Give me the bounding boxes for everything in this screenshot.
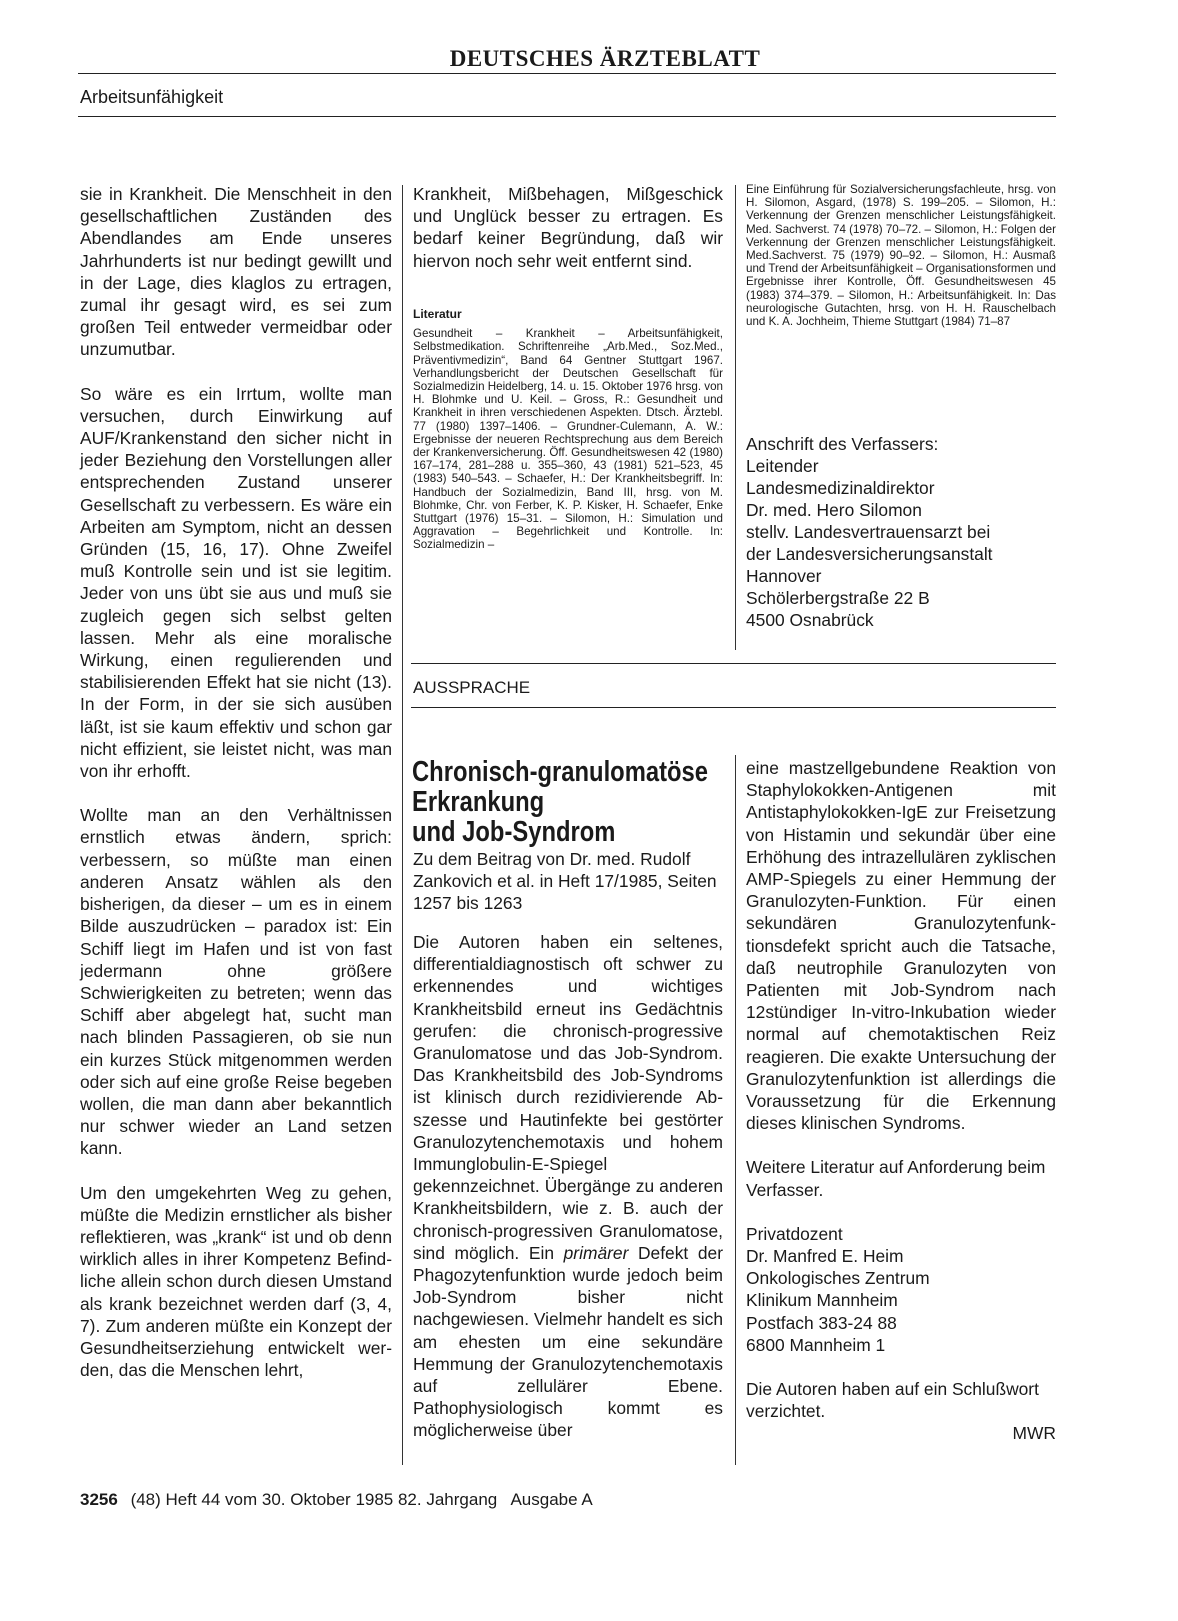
article-subtitle: Zu dem Beitrag von Dr. med. Rudolf Zankovich et al. in Heft 17/1985, Seiten 1257 bis 1263: [413, 849, 717, 913]
address-line: Landesmedizinaldirektor: [746, 478, 935, 498]
title-line: und Job-Syndrom: [412, 816, 616, 848]
paragraph: So wäre es ein Irrtum, wollte man versuchen, durch Einwirkung auf AUF/Krankenstand den sicher nicht in jeder Beziehung den Vorstellungen aller entsprechenden Zustand unserer Gesellschaft zu verbessern. Es wäre ein Arbeiten am Symptom, nicht an dessen Gründen (15, 16, 17). Ohne Zweifel muß Kontrolle sein und ist sie legitim. Jeder von uns übt sie aus und muß sie zugleich gegen sich selbst gelten lassen. Mehr als eine moralische Wirkung, einen regulierenden und stabilisierenden Effekt hat sie nicht (13). In der Form, in der sie sich ausüben läßt, ist sie kaum effektiv und schon gar nicht effizient, sie leistet nicht, was man von ihr erhofft.: [80, 383, 392, 782]
closing-text: Die Autoren haben auf ein Schlußwort verzichtet.: [746, 1379, 1039, 1422]
article-body-col3: [746, 757, 1056, 1444]
author-line: Klinikum Mannheim: [746, 1290, 898, 1311]
literature-continued: [746, 183, 1056, 328]
address-line: Schölerbergstraße 22 B: [746, 588, 930, 608]
literature-block: [413, 308, 723, 552]
body-text: Die Autoren haben ein seltenes, differentialdiagnostisch oft schwer zu erkennendes und wichtiges Krankheitsbild erneut ins Gedächtnis gerufen: die chronisch-progressive Granulomatose und das Job-Syndrom. Das Krankheitsbild des Job-Syndroms ist klinisch durch rezidivierende Abszesse und Hautinfekte bei gestörter Granulozytenchemotaxis und hohem Immunglobulin-E-Spiegel gekennzeichnet. Übergänge zu anderen Krankheitsbildern, wie z. B. auch der chronisch-progressiven Granulomatose, sind möglich. Ein: [413, 932, 723, 1263]
column-divider-left: [402, 185, 403, 1465]
article-body-col2: [413, 931, 723, 1464]
paragraph: [413, 931, 723, 1442]
author-address: [746, 433, 1056, 631]
section-label: Arbeitsunfähigkeit: [80, 87, 224, 107]
paragraph: eine mastzellgebundene Reaktion von Staphylokokken-Antigenen mit Antistaphylokokken-IgE zur Freisetzung von Histamin und sekundär über eine Erhöhung des intrazellulären zyklischen AMP-Spiegels zu einer Hemmung der Granulozyten-Funktion. Für einen sekundären Granulozytenfunktionsdefekt spricht auch die Tatsache, daß neutrophile Granulozyten von Patienten mit Job-Syndrom nach 12stündiger In-vitro-Inkubation wieder normal auf chemotaktischen Reiz reagieren. Die exakte Untersuchung der Granulozytenfunktion ist allerdings die Voraussetzung für die Erkennung dieses klinischen Syndroms.: [746, 758, 1056, 1134]
footer-info: (48) Heft 44 vom 30. Oktober 1985 82. Jahrgang Ausgabe A: [130, 1490, 593, 1509]
author-line: Privatdozent: [746, 1223, 843, 1244]
author-line: Postfach 383-24 88: [746, 1312, 897, 1333]
paragraph: sie in Krankheit. Die Menschheit in den gesellschaftlichen Zuständen des Abendlandes am Ende unseres Jahrhunderts ist nur bedingt gewillt und in der Lage, dies klaglos zu ertragen, zumal ihr gesagt wird, es sei zum großen Teil entweder vermeidbar oder unzumutbar.: [80, 184, 392, 360]
journal-masthead: DEUTSCHES ÄRZTEBLATT: [449, 46, 761, 71]
header-bottom-rule: [78, 116, 1056, 117]
paragraph: Krankheit, Mißbehagen, Mißgeschick und Unglück besser zu ertragen. Es bedarf keiner Begründung, daß wir hiervon noch sehr weit entfernt sind.: [413, 184, 723, 271]
column-2-top-text: [413, 183, 723, 294]
author-line: 6800 Mannheim 1: [746, 1334, 886, 1355]
address-line: Dr. med. Hero Silomon: [746, 500, 922, 520]
literature-heading: Literatur: [413, 307, 462, 321]
address-line: Hannover: [746, 566, 822, 586]
article-title: [412, 756, 708, 848]
page-number: 3256: [80, 1490, 118, 1509]
paragraph: Wollte man an den Verhältnissen ernstlich etwas ändern, sprich: verbessern, so müßte man einen anderen Ansatz wählen als den bisherigen, da dieser – um es in einem Bilde auszudrücken – paradox ist: Ein Schiff liegt im Hafen und ist von fast jedermann ohne größere Schwierigkeiten zu betreten; wenn das Schiff aber abgelegt hat, sucht man nach blinden Passagieren, ob sie nun ein kurzes Stück mitgenommen werden oder sich auf eine große Reise begeben wollen, die man dann aber bekanntlich nur schwer wieder an Land setzen kann.: [80, 805, 392, 1159]
header-top-rule: [78, 73, 1056, 74]
further-literature: Weitere Literatur auf Anforderung beim Verfasser.: [746, 1157, 1046, 1200]
paragraph: Um den umgekehrten Weg zu gehen, müßte die Medizin ernstlicher als bisher reflektieren, was „krank“ ist und ob denn wirklich alles in ihrer Kompetenz Befindliche allein schon durch diesen Umstand als krank bezeichnet werden darf (3, 4, 7). Zum anderen müßte ein Konzept der Gesundheitserziehung entwickelt werden, das die Menschen lehrt,: [80, 1182, 392, 1381]
address-line: stellv. Landesvertrauensarzt bei: [746, 522, 991, 542]
aussprache-label: AUSSPRACHE: [413, 678, 531, 697]
body-italic: primärer: [563, 1242, 629, 1263]
literature-text: Gesundheit – Krankheit – Arbeitsunfähigkeit, Selbstmedikation. Schriftenreihe „Arb.Med., Soz.Med., Präventivmedizin“, Band 64 Gentner Stuttgart 1967. Verhandlungsbericht der Deutschen Gesellschaft für Sozialmedizin Heidelberg, 14. u. 15. Oktober 1976 hrsg. von H. Blohmke und U. Keil. – Gross, R.: Gesundheit und Krankheit in ihren verschiedenen Aspekten. Dtsch. Ärztebl. 77 (1980) 1397–1406. – Grundner-Culemann, A. W.: Ergebnisse der neueren Rechtsprechung aus dem Bereich der Krankenversicherung. Öff. Gesundheitswesen 42 (1980) 167–174, 281–288 u. 355–360, 43 (1981) 521–523, 45 (1983) 540–543. – Schaefer, H.: Der Krankheitsbegriff. In: Handbuch der Sozialmedizin, Band III, hrsg. von M. Blohmke, Chr. von Ferber, K. P. Kisker, H. Schaefer, Enke Stuttgart (1976) 15–31. – Silomon, H.: Simulation und Aggravation – Begehrlichkeit und Kontrolle. In: Sozialmedizin –: [413, 327, 723, 552]
literature-text: Eine Einführung für Sozialversicherungsfachleute, hrsg. von H. Silomon, Asgard, (1978) S. 199–205. – Silomon, H.: Verkennung der Grenzen menschlicher Leistungsfähigkeit. Med. Sachverst. 74 (1978) 70–72. – Silomon, H.: Folgen der Verkennung der Grenzen menschlicher Leistungsfähigkeit. Med.Sachverst. 75 (1979) 90–92. – Silomon, H.: Ausmaß und Trend der Arbeitsunfähigkeit – Organisationsformen und Ergebnisse ihrer Kontrolle, Öff. Gesundheitswesen 45 (1983) 374–379. – Silomon, H.: Arbeitsunfähigkeit. In: Das neurologische Gutachten, hrsg. von H. H. Rauschelbach und K. A. Jochheim, Thieme Stuttgart (1984) 71–87: [746, 183, 1057, 329]
editor-signature: MWR: [1012, 1423, 1056, 1444]
address-line: Leitender: [746, 456, 819, 476]
column-divider-right-bottom: [735, 755, 736, 1465]
body-text: Defekt der Phagozytenfunktion wurde jedoch beim Job-Syndrom bisher nicht nachgewiesen. Vielmehr handelt es sich am ehesten um eine sekundäre Hemmung der Granulozytenchemotaxis auf zellulärer Ebene. Pathophysiologisch kommt es möglicherweise über: [413, 1242, 723, 1441]
title-line: Chronisch-granulomatöse: [412, 756, 708, 788]
column-1-text: [80, 183, 392, 1403]
aussprache-top-rule: [411, 663, 1056, 664]
address-line: der Landesversicherungsanstalt: [746, 544, 993, 564]
title-line: Erkrankung: [412, 786, 545, 818]
address-line: Anschrift des Verfassers:: [746, 434, 939, 454]
aussprache-bottom-rule: [411, 707, 1056, 708]
author-block: [746, 1223, 1056, 1356]
author-line: Dr. Manfred E. Heim: [746, 1246, 904, 1267]
closing-note: [746, 1378, 1056, 1444]
author-line: Onkologisches Zentrum: [746, 1268, 930, 1289]
address-line: 4500 Osnabrück: [746, 610, 874, 630]
page-footer: [80, 1490, 593, 1510]
column-divider-right-top: [735, 185, 736, 650]
